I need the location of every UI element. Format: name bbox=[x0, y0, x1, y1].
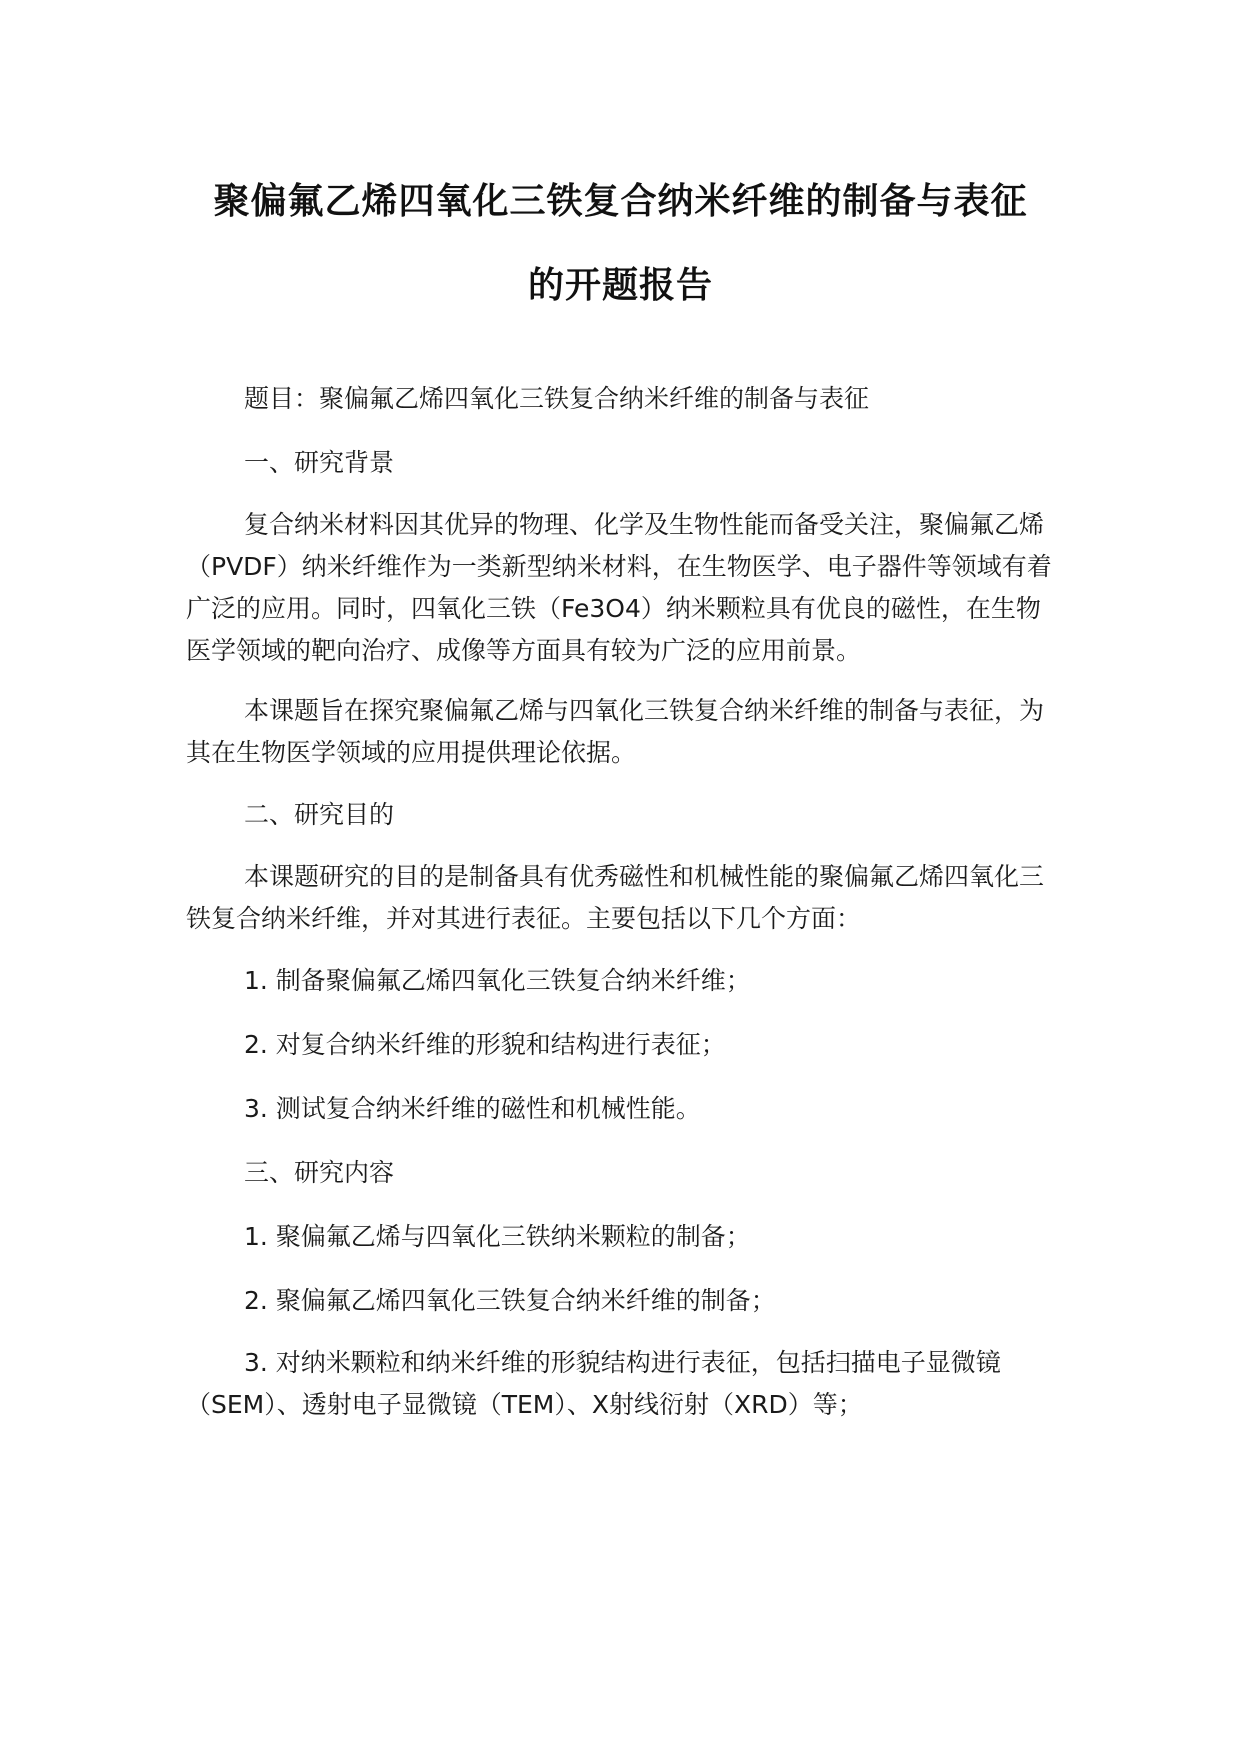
section-1-heading: 一、研究背景 bbox=[244, 448, 395, 477]
section-2-item-2: 2. 对复合纳米纤维的形貌和结构进行表征； bbox=[244, 1030, 726, 1059]
section-3-heading: 三、研究内容 bbox=[244, 1158, 395, 1187]
section-2-paragraph-1: 本课题研究的目的是制备具有优秀磁性和机械性能的聚偏氟乙烯四氧化三铁复合纳米纤维，并对其进行表征。主要包括以下几个方面： bbox=[186, 862, 1045, 933]
section-1-paragraph-1: 复合纳米材料因其优异的物理、化学及生物性能而备受关注，聚偏氟乙烯（PVDF）纳米纤维作为一类新型纳米材料，在生物医学、电子器件等领域有着广泛的应用。同时，四氧化三铁（Fe3O4）纳米颗粒具有优良的磁性，在生物医学领域的靶向治疗、成像等方面具有较为广泛的应用前景。 bbox=[186, 510, 1052, 665]
section-1-paragraph-2: 本课题旨在探究聚偏氟乙烯与四氧化三铁复合纳米纤维的制备与表征，为其在生物医学领域的应用提供理论依据。 bbox=[186, 696, 1045, 767]
document-title-line-1: 聚偏氟乙烯四氧化三铁复合纳米纤维的制备与表征 bbox=[213, 181, 1028, 222]
section-3-item-3: 3. 对纳米颗粒和纳米纤维的形貌结构进行表征，包括扫描电子显微镜（SEM）、透射电子显微镜（TEM）、X射线衍射（XRD）等； bbox=[186, 1348, 1001, 1419]
section-2-item-3: 3. 测试复合纳米纤维的磁性和机械性能。 bbox=[244, 1094, 701, 1123]
document-title-line-2: 的开题报告 bbox=[527, 265, 713, 306]
section-3-item-1: 1. 聚偏氟乙烯与四氧化三铁纳米颗粒的制备； bbox=[244, 1222, 751, 1251]
topic-line: 题目：聚偏氟乙烯四氧化三铁复合纳米纤维的制备与表征 bbox=[244, 384, 870, 413]
section-2-heading: 二、研究目的 bbox=[244, 800, 395, 829]
document-body bbox=[186, 376, 1055, 1426]
section-2-item-1: 1. 制备聚偏氟乙烯四氧化三铁复合纳米纤维； bbox=[244, 966, 751, 995]
section-3-item-2: 2. 聚偏氟乙烯四氧化三铁复合纳米纤维的制备； bbox=[244, 1286, 776, 1315]
